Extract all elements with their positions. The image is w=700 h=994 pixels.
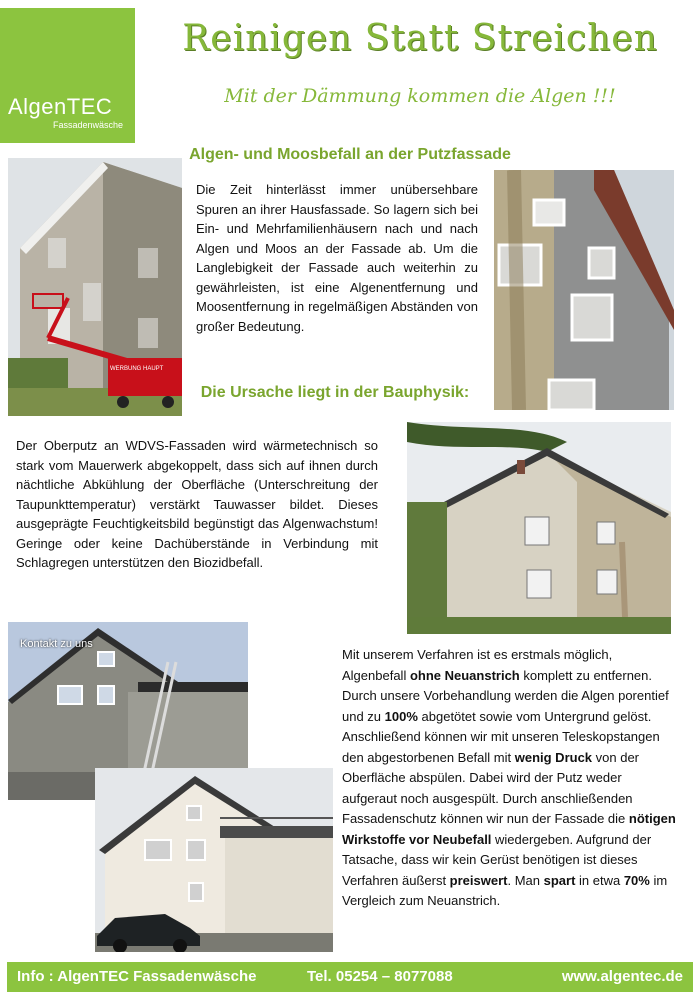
text-bold: ohne Neuanstrich (409, 667, 520, 683)
text-bold: wenig Druck (514, 749, 593, 765)
section3-text (342, 645, 676, 912)
logo-brand: AlgenTEC (8, 94, 113, 119)
section2-text: Der Oberputz an WDVS-Fassaden wird wärmetechnisch so stark vom Mauerwerk abgekoppelt, dass sich auf ihnen durch nächtliche Abkühlung der Oberfläche (Unterschreitung der Taupunkttemperatur) verstärkt Tauwasser bildet. Dieses ausgeprägte Feuchtigkeitsbild begünstigt das Algenwachstum! Geringe oder keine Dachüberstände in Verbindung mit Schlagregen unterstützen den Biozidbefall. (16, 438, 378, 570)
photo-house-tree (407, 422, 671, 634)
footer-website-link[interactable]: www.algentec.de (561, 968, 683, 985)
photo-facade-crane (8, 158, 182, 416)
logo (0, 8, 135, 143)
photo-facade-algae (494, 170, 674, 410)
text-run: wiedergeben. Aufgrund der Tatsache, dass wir kein Gerüst benötigen ist dieses Verfahren äußerst (342, 831, 652, 888)
footer-info: Info : AlgenTEC Fassadenwäsche (17, 968, 257, 985)
text-bold: nötigen Wirkstoffe vor Neubefall (342, 811, 676, 847)
section1-title: Algen- und Moosbefall an der Putzfassade (189, 146, 511, 163)
text-bold: preiswert (449, 872, 508, 888)
text-bold: 70% (623, 872, 650, 888)
crane-label: WERBUNG HAUPT (110, 366, 164, 372)
page-headline: Reinigen Statt Streichen (182, 18, 658, 59)
footer-phone[interactable]: Tel. 05254 – 8077088 (307, 968, 453, 985)
text-run: . Man (507, 872, 544, 888)
text-bold: 100% (384, 708, 418, 724)
text-run: in etwa (575, 872, 624, 888)
text-run: Mit unserem Verfahren ist es erstmals möglich, Algenbefall (342, 647, 613, 683)
text-bold: spart (543, 872, 576, 888)
photo-house-after (95, 768, 333, 952)
text-run: von der Oberfläche abspülen. Dabei wird der Putz weder aufgeraut noch ausgespült. Durch anschließenden Fassadenschutz können wir nun der Fassade die (342, 749, 640, 826)
text-run: im Vergleich zum Neuanstrich. (342, 872, 668, 908)
logo-subtitle: Fassadenwäsche (52, 120, 123, 130)
text-run: komplett zu entfernen. Durch unsere Vorbehandlung werden die Algen porentief und zu (342, 667, 669, 724)
section1-text: Die Zeit hinterlässt immer unübersehbare Spuren an ihrer Hausfassade. So lagern sich bei Ein- und Mehrfamilienhäusern nach und nach Algen und Moos an der Fassade ab. Um die Langlebigkeit der Fassade auch weiterhin zu gewährleisten, ist eine Algenentfernung und Moosentfernung in regelmäßigen Abständen von großer Bedeutung. (196, 182, 478, 334)
section2-title: Die Ursache liegt in der Bauphysik: (200, 384, 470, 401)
footer-bar (7, 962, 693, 992)
text-run: abgetötet sowie vom Untergrund gelöst. Anschließend können wir mit unseren Teleskopstangen den abgestorbenen Befall mit (342, 708, 660, 765)
page-tagline: Mit der Dämmung kommen die Algen !!! (224, 85, 616, 107)
photo-caption-contact[interactable]: Kontakt zu uns (20, 638, 93, 650)
